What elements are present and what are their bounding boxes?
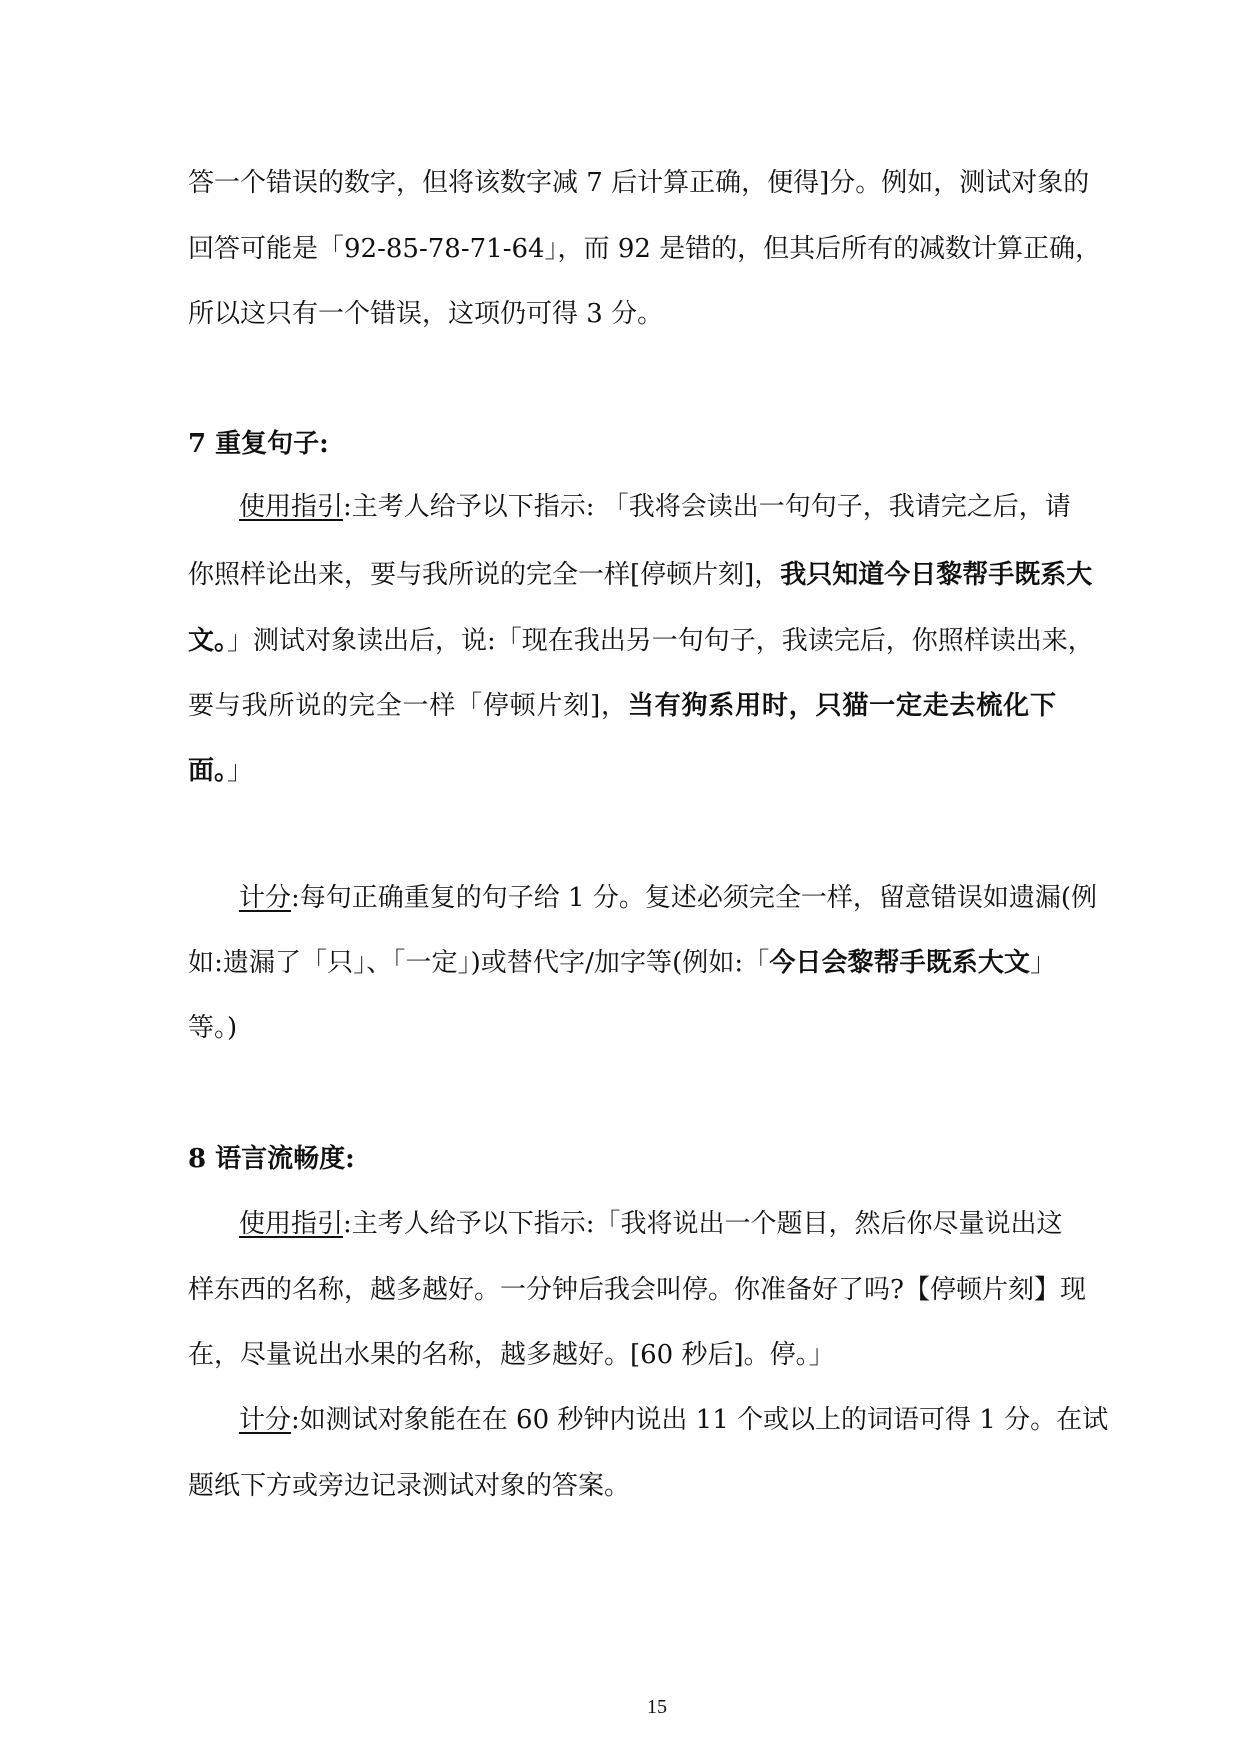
paragraph-line: 回答可能是「92-85-78-71-64」，而 92 是错的，但其后所有的减数计算正确， [188,234,1102,264]
instruction-line: 样东西的名称，越多越好。一分钟后我会叫停。你准备好了吗?【停顿片刻】现 [188,1275,1086,1305]
section-heading: 7 重复句子: [188,429,329,459]
bold-sentence: 今日会黎帮手既系大文 [769,948,1030,978]
instruction-line [239,1204,1063,1244]
text: :如测试对象能在在 60 秒钟内说出 11 个或以上的词语可得 1 分。在试 [291,1405,1109,1435]
instruction-line [239,487,1071,527]
scoring-label: 计分 [239,1405,292,1435]
instruction-label: 使用指引 [239,492,344,522]
instruction-line [188,621,1094,661]
scoring-line [188,943,1056,983]
bold-sentence: 面。 [188,756,228,786]
instruction-line [188,686,1056,726]
text: :主考人给予以下指示: 「我将会读出一句句子，我请完之后，请 [343,492,1071,522]
bold-sentence: 文。 [188,626,228,656]
text: :主考人给予以下指示:「我将说出一个题目，然后你尽量说出这 [343,1209,1063,1239]
instruction-label: 使用指引 [239,1209,344,1239]
scoring-line [239,878,1097,918]
section-heading: 8 语言流畅度: [188,1144,355,1174]
scoring-line [239,1400,1109,1440]
bold-sentence: 当有狗系用时，只猫一定走去梳化下 [627,691,1056,721]
scoring-line: 题纸下方或旁边记录测试对象的答案。 [188,1471,631,1501]
text: 」测试对象读出后，说:「现在我出另一句句子，我读完后，你照样读出来， [227,626,1094,656]
bold-sentence: 我只知道今日黎帮手既系大 [780,560,1093,590]
text: 如:遗漏了「只」、「一定」)或替代字/加字等(例如:「 [188,948,770,978]
paragraph-line: 答一个错误的数字，但将该数字减 7 后计算正确，便得]分。例如，测试对象的 [188,168,1090,198]
page-number: 15 [647,1696,667,1718]
instruction-line [188,555,1093,595]
text: 」 [1029,948,1056,978]
text: 」 [227,756,254,786]
text: 你照样论出来，要与我所说的完全一样[停顿片刻]， [188,560,781,590]
instruction-line [188,751,1056,791]
paragraph-line: 所以这只有一个错误，这项仍可得 3 分。 [188,299,664,329]
scoring-line: 等。) [188,1013,238,1043]
text: 要与我所说的完全一样「停顿片刻]， [188,691,628,721]
instruction-line: 在，尽量说出水果的名称，越多越好。[60 秒后]。停。」 [188,1340,835,1370]
text: :每句正确重复的句子给 1 分。复述必须完全一样，留意错误如遗漏(例 [291,883,1097,913]
scoring-label: 计分 [239,883,292,913]
